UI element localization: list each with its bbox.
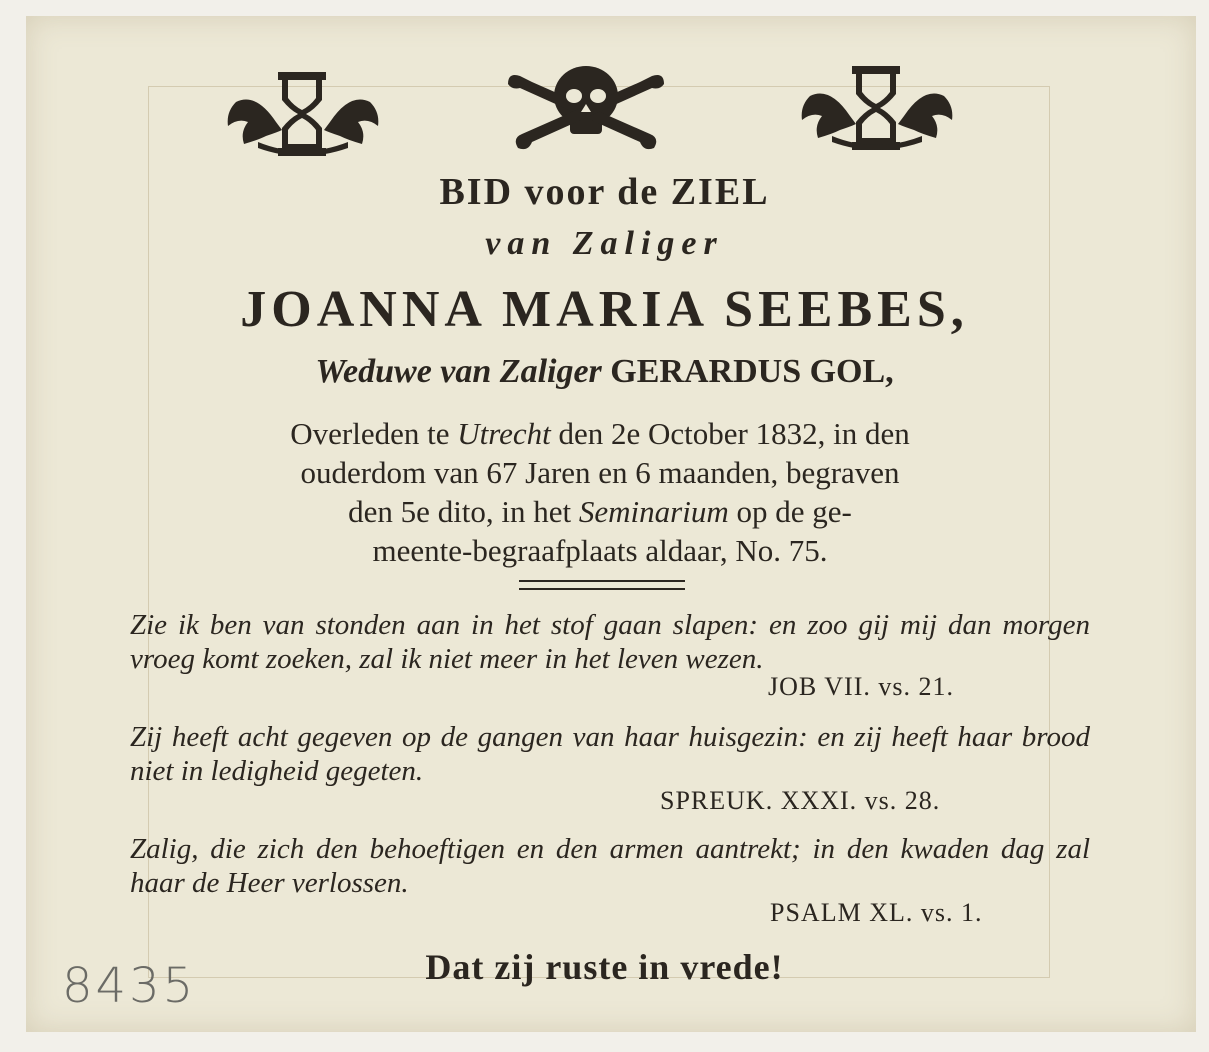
- divider: [519, 580, 685, 582]
- verse-psalm: Zalig, die zich den behoeftigen en den armen aantrekt; in den kwaden dag zal haar de Heer verlossen.: [130, 833, 1090, 899]
- verse-job: Zie ik ben van stonden aan in het stof gaan slapen: en zoo gij mij dan morgen vroeg komt zoeken, zal ik niet meer in het leven wezen.: [130, 609, 1090, 675]
- ref-job: JOB VII. vs. 21.: [768, 672, 954, 701]
- place: Utrecht: [457, 416, 551, 451]
- widow-label: Weduwe van Zaliger: [315, 353, 602, 390]
- verse-spreuk: Zij heeft acht gegeven op de gangen van haar huisgezin: en zij heeft haar brood niet in ledigheid gegeten.: [130, 721, 1090, 787]
- text: Overleden te: [290, 416, 450, 451]
- place: Seminarium: [578, 494, 729, 529]
- skull-crossbones-icon: [500, 56, 672, 154]
- inventory-number: 8435: [62, 958, 197, 1014]
- divider: [519, 588, 685, 590]
- death-line-3: [120, 492, 1080, 531]
- death-line-4: meente-begraafplaats aldaar, No. 75.: [372, 533, 828, 568]
- death-line-1: [120, 414, 1080, 453]
- text: den 2e October 1832, in den: [558, 416, 910, 451]
- text: den 5e dito, in het: [348, 494, 572, 529]
- subheading: van Zaliger: [485, 225, 724, 262]
- hourglass-wings-icon: [792, 56, 962, 151]
- ref-spreuk: SPREUK. XXXI. vs. 28.: [660, 786, 941, 815]
- hourglass-wings-icon: [218, 62, 388, 157]
- heading: BID voor de ZIEL: [439, 171, 770, 213]
- closing-prayer: Dat zij ruste in vrede!: [425, 947, 784, 987]
- death-line-2: ouderdom van 67 Jaren en 6 maanden, begraven: [300, 455, 900, 490]
- husband-name: GERARDUS GOL,: [610, 353, 894, 390]
- deceased-name: JOANNA MARIA SEEBES,: [240, 281, 969, 338]
- ref-psalm: PSALM XL. vs. 1.: [770, 898, 983, 927]
- widow-line: [0, 353, 1209, 391]
- text: op de ge-: [736, 494, 852, 529]
